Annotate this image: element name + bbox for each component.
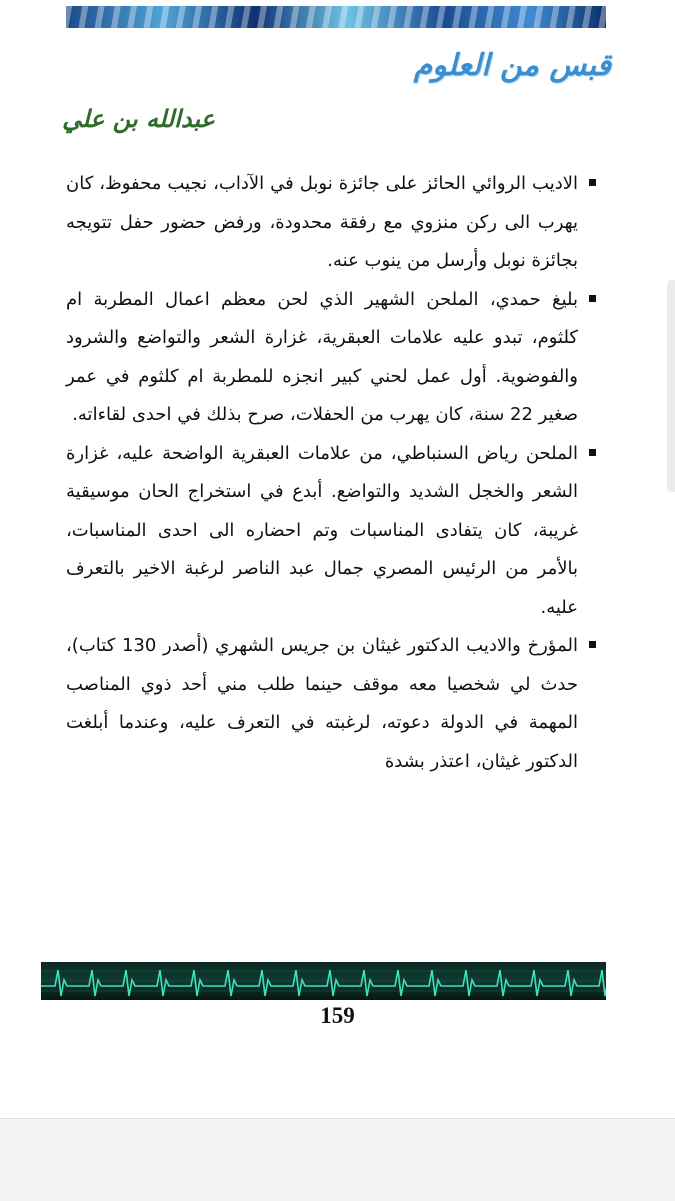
- bullet-square-icon: [589, 179, 596, 186]
- footer-heartbeat-banner: [41, 962, 606, 1000]
- scroll-handle[interactable]: [667, 280, 675, 492]
- list-item: [66, 435, 578, 628]
- bullet-square-icon: [589, 295, 596, 302]
- list-item-text: المؤرخ والاديب الدكتور غيثان بن جريس الشهري (أصدر 130 كتاب)، حدث لي شخصيا معه موقف حينما طلب مني أحد ذوي المناصب المهمة في الدولة دعوته، لرغبته في التعرف عليه، وعندما أبلغت الدكتور غيثان، اعتذر بشدة: [66, 635, 578, 772]
- bullet-square-icon: [589, 449, 596, 456]
- heartbeat-wave-icon: [41, 962, 606, 1000]
- viewer-bottom-bar: [0, 1118, 675, 1201]
- list-item-text: الاديب الروائي الحائز على جائزة نوبل في الآداب، نجيب محفوظ، كان يهرب الى ركن منزوي مع رفقة محدودة، ورفض حضور حفل تتويجه بجائزة نوبل وأرسل من ينوب عنه.: [66, 173, 578, 271]
- article-body: [66, 165, 578, 781]
- section-title: قبس من العلوم: [413, 48, 611, 83]
- bullet-square-icon: [589, 641, 596, 648]
- list-item-text: الملحن رياض السنباطي، من علامات العبقرية الواضحة عليه، غزارة الشعر والخجل الشديد والتواضع. أبدع في استخراج الحان موسيقية غريبة، كان يتفادى المناسبات وتم احضاره الى احدى المناسبات، بالأمر من الرئيس المصري جمال عبد الناصر لرغبة الاخير بالتعرف عليه.: [66, 442, 578, 618]
- list-item-text: بليغ حمدي، الملحن الشهير الذي لحن معظم اعمال المطربة ام كلثوم، تبدو عليه علامات العبقرية، غزارة الشعر والتواضع والشرود والفوضوية. أول عمل لحني كبير انجزه للمطربة ام كلثوم في عمر صغير 22 سنة، كان يهرب من الحفلات، صرح بذلك في احدى لقاءاته.: [66, 288, 578, 425]
- list-item: [66, 627, 578, 781]
- list-item: [66, 165, 578, 281]
- header-banner-image: [66, 6, 606, 28]
- list-item: [66, 281, 578, 435]
- page-number: 159: [320, 1003, 355, 1028]
- bullet-list: [66, 165, 578, 781]
- author-name: عبدالله بن علي: [62, 104, 215, 133]
